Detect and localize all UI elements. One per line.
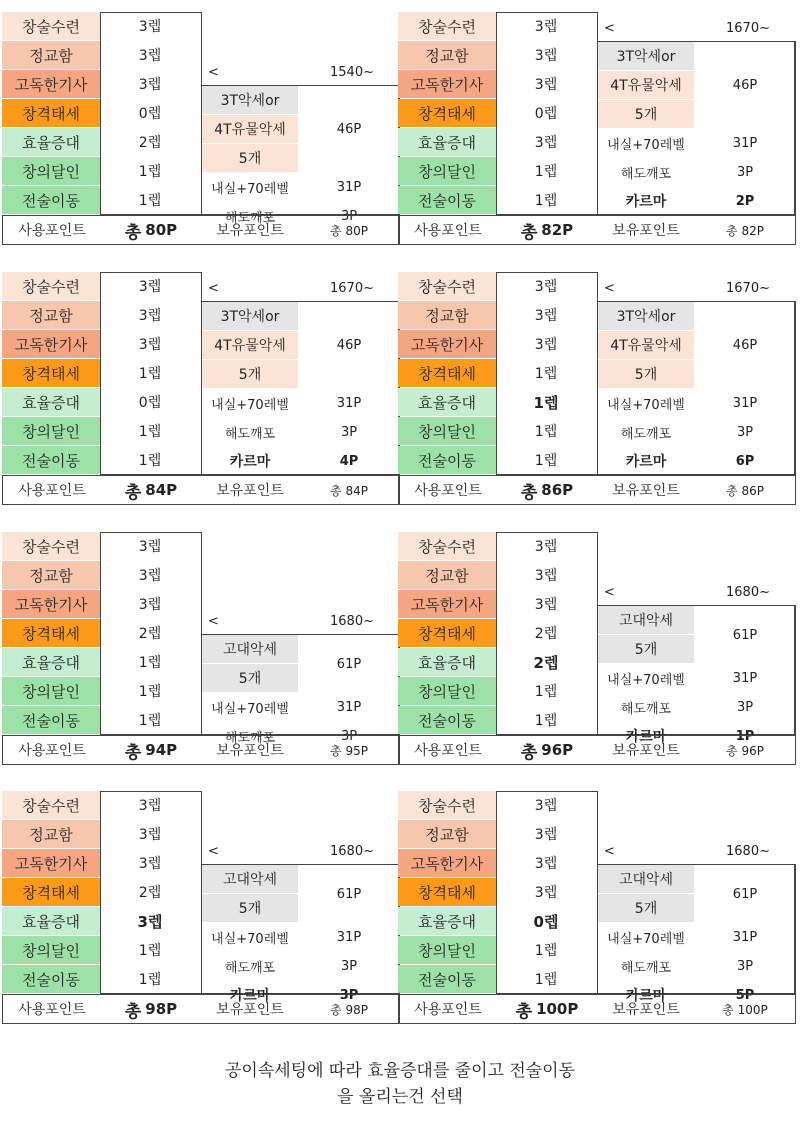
skill-level: 3렙 <box>534 19 558 35</box>
skill-name: 전술이동 <box>398 186 496 214</box>
used-points-total <box>101 736 201 764</box>
stat-item-label: 내실+70레벨 <box>211 701 289 717</box>
footnote-line-1: 공이속세팅에 따라 효율증대를 줄이고 전술이동 <box>224 1061 576 1081</box>
skill-level: 3렙 <box>138 308 162 324</box>
card-item-label: 해도깨포 <box>620 166 672 182</box>
used-points-value: 98P <box>145 1000 178 1018</box>
used-points-prefix: 총 <box>520 222 538 243</box>
skill-name: 창의달인 <box>398 417 496 445</box>
build-panel <box>398 272 796 506</box>
skill-level: 3렙 <box>534 77 558 93</box>
skill-level: 3렙 <box>137 912 163 931</box>
card-item-points: 3P <box>736 164 754 180</box>
skill-level: 2렙 <box>138 626 162 642</box>
skill-name: 고독한기사 <box>398 70 496 98</box>
skill-level: 1렙 <box>533 393 559 412</box>
level-column-frame <box>100 12 202 215</box>
skill-level: 1렙 <box>138 193 162 209</box>
stat-item-points: 31P <box>732 929 758 945</box>
used-points-prefix: 총 <box>124 222 142 243</box>
skill-name: 효율증대 <box>2 128 100 156</box>
build-panel <box>2 532 400 766</box>
build-panel <box>398 12 796 246</box>
used-points-value: 94P <box>145 741 178 759</box>
stat-item-points: 31P <box>336 179 362 195</box>
used-points-prefix: 총 <box>520 482 538 503</box>
skill-name: 효율증대 <box>2 648 100 676</box>
item-level-threshold: 1680~ <box>330 843 374 859</box>
skill-name: 정교함 <box>2 820 100 848</box>
card-item-label: 해도깨포 <box>620 701 672 717</box>
skill-level: 3렙 <box>534 798 558 814</box>
skill-level: 1렙 <box>534 164 558 180</box>
skill-name: 창술수련 <box>2 791 100 819</box>
gear-item: 5개 <box>202 360 298 388</box>
used-points-value: 100P <box>536 1000 579 1018</box>
gear-item: 5개 <box>202 894 298 922</box>
gear-item: 3T악세or <box>202 86 298 114</box>
skill-level: 3렙 <box>534 539 558 555</box>
build-panel <box>2 272 400 506</box>
card-item-label: 해도깨포 <box>620 960 672 976</box>
gear-item: 4T유물악세 <box>598 71 694 99</box>
stat-item-label: 내실+70레벨 <box>607 931 685 947</box>
skill-level: 3렙 <box>534 597 558 613</box>
item-level-threshold: 1670~ <box>726 20 770 36</box>
gear-item: 5개 <box>202 664 298 692</box>
skill-level: 1렙 <box>138 655 162 671</box>
karma-points: 1P <box>735 728 755 744</box>
used-points-label: 사용포인트 <box>414 743 482 759</box>
owned-points-total: 총 96P <box>726 743 764 758</box>
gear-item: 5개 <box>202 144 298 172</box>
skill-level: 3렙 <box>138 19 162 35</box>
points-footer <box>2 735 400 765</box>
skill-level: 1렙 <box>534 684 558 700</box>
skill-level: 1렙 <box>534 453 558 469</box>
skill-name: 창격태세 <box>2 359 100 387</box>
owned-points-label: 보유포인트 <box>216 743 284 759</box>
gear-points: 61P <box>732 627 758 643</box>
skill-name: 전술이동 <box>398 965 496 993</box>
owned-points-label: 보유포인트 <box>612 483 680 499</box>
used-points-prefix: 총 <box>515 1001 533 1022</box>
skill-name: 창의달인 <box>2 157 100 185</box>
gear-points: 46P <box>336 122 362 137</box>
gear-points: 61P <box>336 656 362 672</box>
skill-name: 창격태세 <box>2 619 100 647</box>
card-item-points: 3P <box>340 728 358 744</box>
owned-points-total: 총 98P <box>330 1002 368 1017</box>
skill-level: 1렙 <box>534 943 558 959</box>
skill-name: 전술이동 <box>2 965 100 993</box>
build-panel <box>398 791 796 1025</box>
skill-name: 효율증대 <box>398 907 496 935</box>
skill-level: 3렙 <box>138 77 162 93</box>
skill-level: 1렙 <box>138 366 162 382</box>
skill-level: 2렙 <box>533 653 559 672</box>
skill-name: 창격태세 <box>398 878 496 906</box>
skill-name: 효율증대 <box>398 388 496 416</box>
karma-label: 카르마 <box>625 194 667 210</box>
skill-level: 3렙 <box>138 48 162 64</box>
points-footer <box>398 994 796 1024</box>
skill-level: 0렙 <box>534 106 558 122</box>
owned-points-label: 보유포인트 <box>612 223 680 239</box>
used-points-label: 사용포인트 <box>414 223 482 239</box>
skill-name: 정교함 <box>398 820 496 848</box>
skill-level: 2렙 <box>138 885 162 901</box>
used-points-total <box>497 995 597 1023</box>
used-points-total <box>497 476 597 504</box>
skill-name: 고독한기사 <box>398 330 496 358</box>
skill-name: 전술이동 <box>2 446 100 474</box>
gear-item: 고대악세 <box>202 865 298 893</box>
skill-level: 3렙 <box>138 279 162 295</box>
item-level-threshold: 1680~ <box>330 613 374 629</box>
item-level-lower-mark: < <box>208 280 219 296</box>
gear-item: 3T악세or <box>598 42 694 70</box>
used-points-value: 84P <box>145 481 178 499</box>
owned-points-total: 총 80P <box>330 223 368 238</box>
used-points-prefix: 총 <box>124 482 142 503</box>
build-panel <box>398 532 796 766</box>
skill-name: 창술수련 <box>2 532 100 560</box>
gear-item: 5개 <box>598 894 694 922</box>
skill-name: 창격태세 <box>2 878 100 906</box>
level-column-frame <box>100 532 202 735</box>
footnote-line-2: 을 올리는건 선택 <box>337 1087 463 1107</box>
skill-name: 창의달인 <box>398 157 496 185</box>
used-points-prefix: 총 <box>124 742 142 763</box>
used-points-value: 96P <box>541 741 574 759</box>
card-item-label: 해도깨포 <box>224 730 276 746</box>
used-points-total <box>101 216 201 244</box>
skill-level: 3렙 <box>534 856 558 872</box>
owned-points-label: 보유포인트 <box>612 1002 680 1018</box>
skill-level: 3렙 <box>138 856 162 872</box>
skill-name: 창술수련 <box>398 532 496 560</box>
card-item-label: 해도깨포 <box>224 960 276 976</box>
skill-level: 1렙 <box>138 164 162 180</box>
points-footer <box>2 215 400 245</box>
item-level-lower-mark: < <box>604 20 615 36</box>
skill-level: 1렙 <box>534 424 558 440</box>
karma-label: 카르마 <box>625 729 667 745</box>
karma-label: 카르마 <box>229 454 271 470</box>
gear-points: 46P <box>336 338 362 353</box>
karma-points: 5P <box>735 987 755 1003</box>
stat-item-points: 31P <box>732 395 758 411</box>
skill-level: 0렙 <box>533 912 559 931</box>
skill-level: 3렙 <box>138 597 162 613</box>
used-points-total <box>497 216 597 244</box>
karma-points: 4P <box>339 453 359 469</box>
skill-level: 3렙 <box>138 827 162 843</box>
owned-points-total: 총 86P <box>726 483 764 498</box>
skill-name: 정교함 <box>398 561 496 589</box>
skill-name: 고독한기사 <box>2 590 100 618</box>
skill-name: 창격태세 <box>2 99 100 127</box>
points-footer <box>2 475 400 505</box>
skill-level: 3렙 <box>534 568 558 584</box>
owned-points-label: 보유포인트 <box>216 223 284 239</box>
card-item-points: 3P <box>736 699 754 715</box>
stat-item-label: 내실+70레벨 <box>211 931 289 947</box>
stat-item-points: 31P <box>336 395 362 411</box>
skill-level: 3렙 <box>534 279 558 295</box>
card-item-label: 해도깨포 <box>224 210 276 226</box>
skill-name: 고독한기사 <box>2 849 100 877</box>
skill-name: 창술수련 <box>398 272 496 300</box>
skill-level: 3렙 <box>138 539 162 555</box>
skill-name: 창술수련 <box>398 12 496 40</box>
gear-item: 4T유물악세 <box>202 115 298 143</box>
gear-item: 4T유물악세 <box>202 331 298 359</box>
skill-level: 3렙 <box>534 308 558 324</box>
skill-level: 1렙 <box>138 713 162 729</box>
skill-level: 1렙 <box>534 366 558 382</box>
skill-level: 1렙 <box>138 453 162 469</box>
points-footer <box>398 735 796 765</box>
karma-label: 카르마 <box>625 454 667 470</box>
skill-name: 고독한기사 <box>2 330 100 358</box>
gear-item: 3T악세or <box>202 302 298 330</box>
karma-points: 3P <box>339 987 359 1003</box>
level-column-frame <box>496 12 598 215</box>
build-panel <box>2 12 400 246</box>
skill-name: 전술이동 <box>2 186 100 214</box>
karma-label: 카르마 <box>229 988 271 1004</box>
item-level-lower-mark: < <box>604 843 615 859</box>
gear-item: 고대악세 <box>598 865 694 893</box>
item-level-lower-mark: < <box>208 843 219 859</box>
gear-item: 고대악세 <box>202 635 298 663</box>
points-footer <box>398 475 796 505</box>
level-column-frame <box>100 791 202 994</box>
item-level-lower-mark: < <box>208 613 219 629</box>
gear-item: 5개 <box>598 100 694 128</box>
skill-name: 고독한기사 <box>398 849 496 877</box>
skill-level: 3렙 <box>534 827 558 843</box>
skill-name: 효율증대 <box>2 907 100 935</box>
stat-item-label: 내실+70레벨 <box>607 397 685 413</box>
skill-level: 1렙 <box>534 713 558 729</box>
level-column-frame <box>496 272 598 475</box>
build-panel <box>2 791 400 1025</box>
skill-name: 효율증대 <box>2 388 100 416</box>
level-column-frame <box>496 532 598 735</box>
gear-item: 4T유물악세 <box>598 331 694 359</box>
gear-points: 61P <box>732 886 758 902</box>
skill-level: 3렙 <box>138 337 162 353</box>
owned-points-total: 총 84P <box>330 483 368 498</box>
card-item-points: 3P <box>340 958 358 974</box>
skill-level: 1렙 <box>534 193 558 209</box>
skill-level: 1렙 <box>138 943 162 959</box>
card-item-points: 3P <box>736 424 754 440</box>
gear-item: 5개 <box>598 360 694 388</box>
skill-name: 창술수련 <box>2 272 100 300</box>
gear-points: 61P <box>336 886 362 902</box>
skill-name: 고독한기사 <box>2 70 100 98</box>
karma-points: 2P <box>735 193 755 209</box>
points-footer <box>398 215 796 245</box>
skill-name: 정교함 <box>398 301 496 329</box>
skill-name: 전술이동 <box>398 706 496 734</box>
item-level-threshold: 1680~ <box>726 584 770 600</box>
skill-name: 전술이동 <box>2 706 100 734</box>
skill-name: 창의달인 <box>398 677 496 705</box>
card-item-points: 3P <box>736 958 754 974</box>
stat-item-label: 내실+70레벨 <box>211 181 289 197</box>
skill-level: 3렙 <box>534 885 558 901</box>
owned-points-total: 총 100P <box>722 1002 768 1017</box>
points-footer <box>2 994 400 1024</box>
card-item-label: 해도깨포 <box>224 426 276 442</box>
used-points-total <box>497 736 597 764</box>
skill-level: 1렙 <box>534 972 558 988</box>
skill-level: 1렙 <box>138 684 162 700</box>
gear-item: 5개 <box>598 635 694 663</box>
used-points-prefix: 총 <box>520 742 538 763</box>
owned-points-label: 보유포인트 <box>216 1002 284 1018</box>
skill-level: 0렙 <box>138 106 162 122</box>
karma-points: 6P <box>735 453 755 469</box>
card-item-points: 3P <box>340 208 358 224</box>
owned-points-label: 보유포인트 <box>612 743 680 759</box>
stat-item-label: 내실+70레벨 <box>211 397 289 413</box>
used-points-label: 사용포인트 <box>18 483 86 499</box>
skill-level: 2렙 <box>138 135 162 151</box>
skill-name: 창술수련 <box>2 12 100 40</box>
owned-points-total: 총 82P <box>726 223 764 238</box>
skill-level: 1렙 <box>138 972 162 988</box>
card-item-label: 해도깨포 <box>620 426 672 442</box>
item-level-threshold: 1670~ <box>726 280 770 296</box>
level-column-frame <box>100 272 202 475</box>
skill-name: 정교함 <box>398 41 496 69</box>
skill-name: 창격태세 <box>398 619 496 647</box>
skill-name: 창술수련 <box>398 791 496 819</box>
karma-label: 카르마 <box>625 988 667 1004</box>
skill-level: 3렙 <box>534 337 558 353</box>
used-points-label: 사용포인트 <box>18 223 86 239</box>
skill-name: 창의달인 <box>2 677 100 705</box>
skill-name: 효율증대 <box>398 128 496 156</box>
skill-name: 창의달인 <box>2 417 100 445</box>
skill-name: 정교함 <box>2 301 100 329</box>
used-points-value: 82P <box>541 221 574 239</box>
stat-item-points: 31P <box>732 135 758 151</box>
skill-name: 정교함 <box>2 561 100 589</box>
used-points-total <box>101 995 201 1023</box>
skill-name: 창격태세 <box>398 99 496 127</box>
stat-item-label: 내실+70레벨 <box>607 137 685 153</box>
skill-name: 전술이동 <box>398 446 496 474</box>
used-points-label: 사용포인트 <box>18 743 86 759</box>
skill-level: 3렙 <box>534 135 558 151</box>
item-level-threshold: 1680~ <box>726 843 770 859</box>
used-points-value: 86P <box>541 481 574 499</box>
gear-points: 46P <box>732 78 758 93</box>
stat-item-label: 내실+70레벨 <box>607 672 685 688</box>
used-points-label: 사용포인트 <box>18 1002 86 1018</box>
gear-item: 3T악세or <box>598 302 694 330</box>
skill-level: 1렙 <box>138 424 162 440</box>
used-points-label: 사용포인트 <box>414 1002 482 1018</box>
owned-points-total: 총 95P <box>330 743 368 758</box>
stat-item-points: 31P <box>336 699 362 715</box>
skill-name: 정교함 <box>2 41 100 69</box>
gear-points: 46P <box>732 338 758 353</box>
owned-points-label: 보유포인트 <box>216 483 284 499</box>
skill-level: 2렙 <box>534 626 558 642</box>
card-item-points: 3P <box>340 424 358 440</box>
gear-item: 고대악세 <box>598 606 694 634</box>
skill-level: 3렙 <box>138 568 162 584</box>
item-level-lower-mark: < <box>604 584 615 600</box>
skill-level: 3렙 <box>138 798 162 814</box>
skill-name: 효율증대 <box>398 648 496 676</box>
stat-item-points: 31P <box>732 670 758 686</box>
used-points-total <box>101 476 201 504</box>
used-points-value: 80P <box>145 221 178 239</box>
item-level-lower-mark: < <box>604 280 615 296</box>
item-level-lower-mark: < <box>208 64 219 80</box>
skill-name: 창의달인 <box>398 936 496 964</box>
level-column-frame <box>496 791 598 994</box>
skill-name: 고독한기사 <box>398 590 496 618</box>
item-level-threshold: 1540~ <box>330 64 374 80</box>
skill-name: 창의달인 <box>2 936 100 964</box>
used-points-label: 사용포인트 <box>414 483 482 499</box>
skill-name: 창격태세 <box>398 359 496 387</box>
used-points-prefix: 총 <box>124 1001 142 1022</box>
skill-level: 0렙 <box>138 395 162 411</box>
item-level-threshold: 1670~ <box>330 280 374 296</box>
skill-level: 3렙 <box>534 48 558 64</box>
stat-item-points: 31P <box>336 929 362 945</box>
